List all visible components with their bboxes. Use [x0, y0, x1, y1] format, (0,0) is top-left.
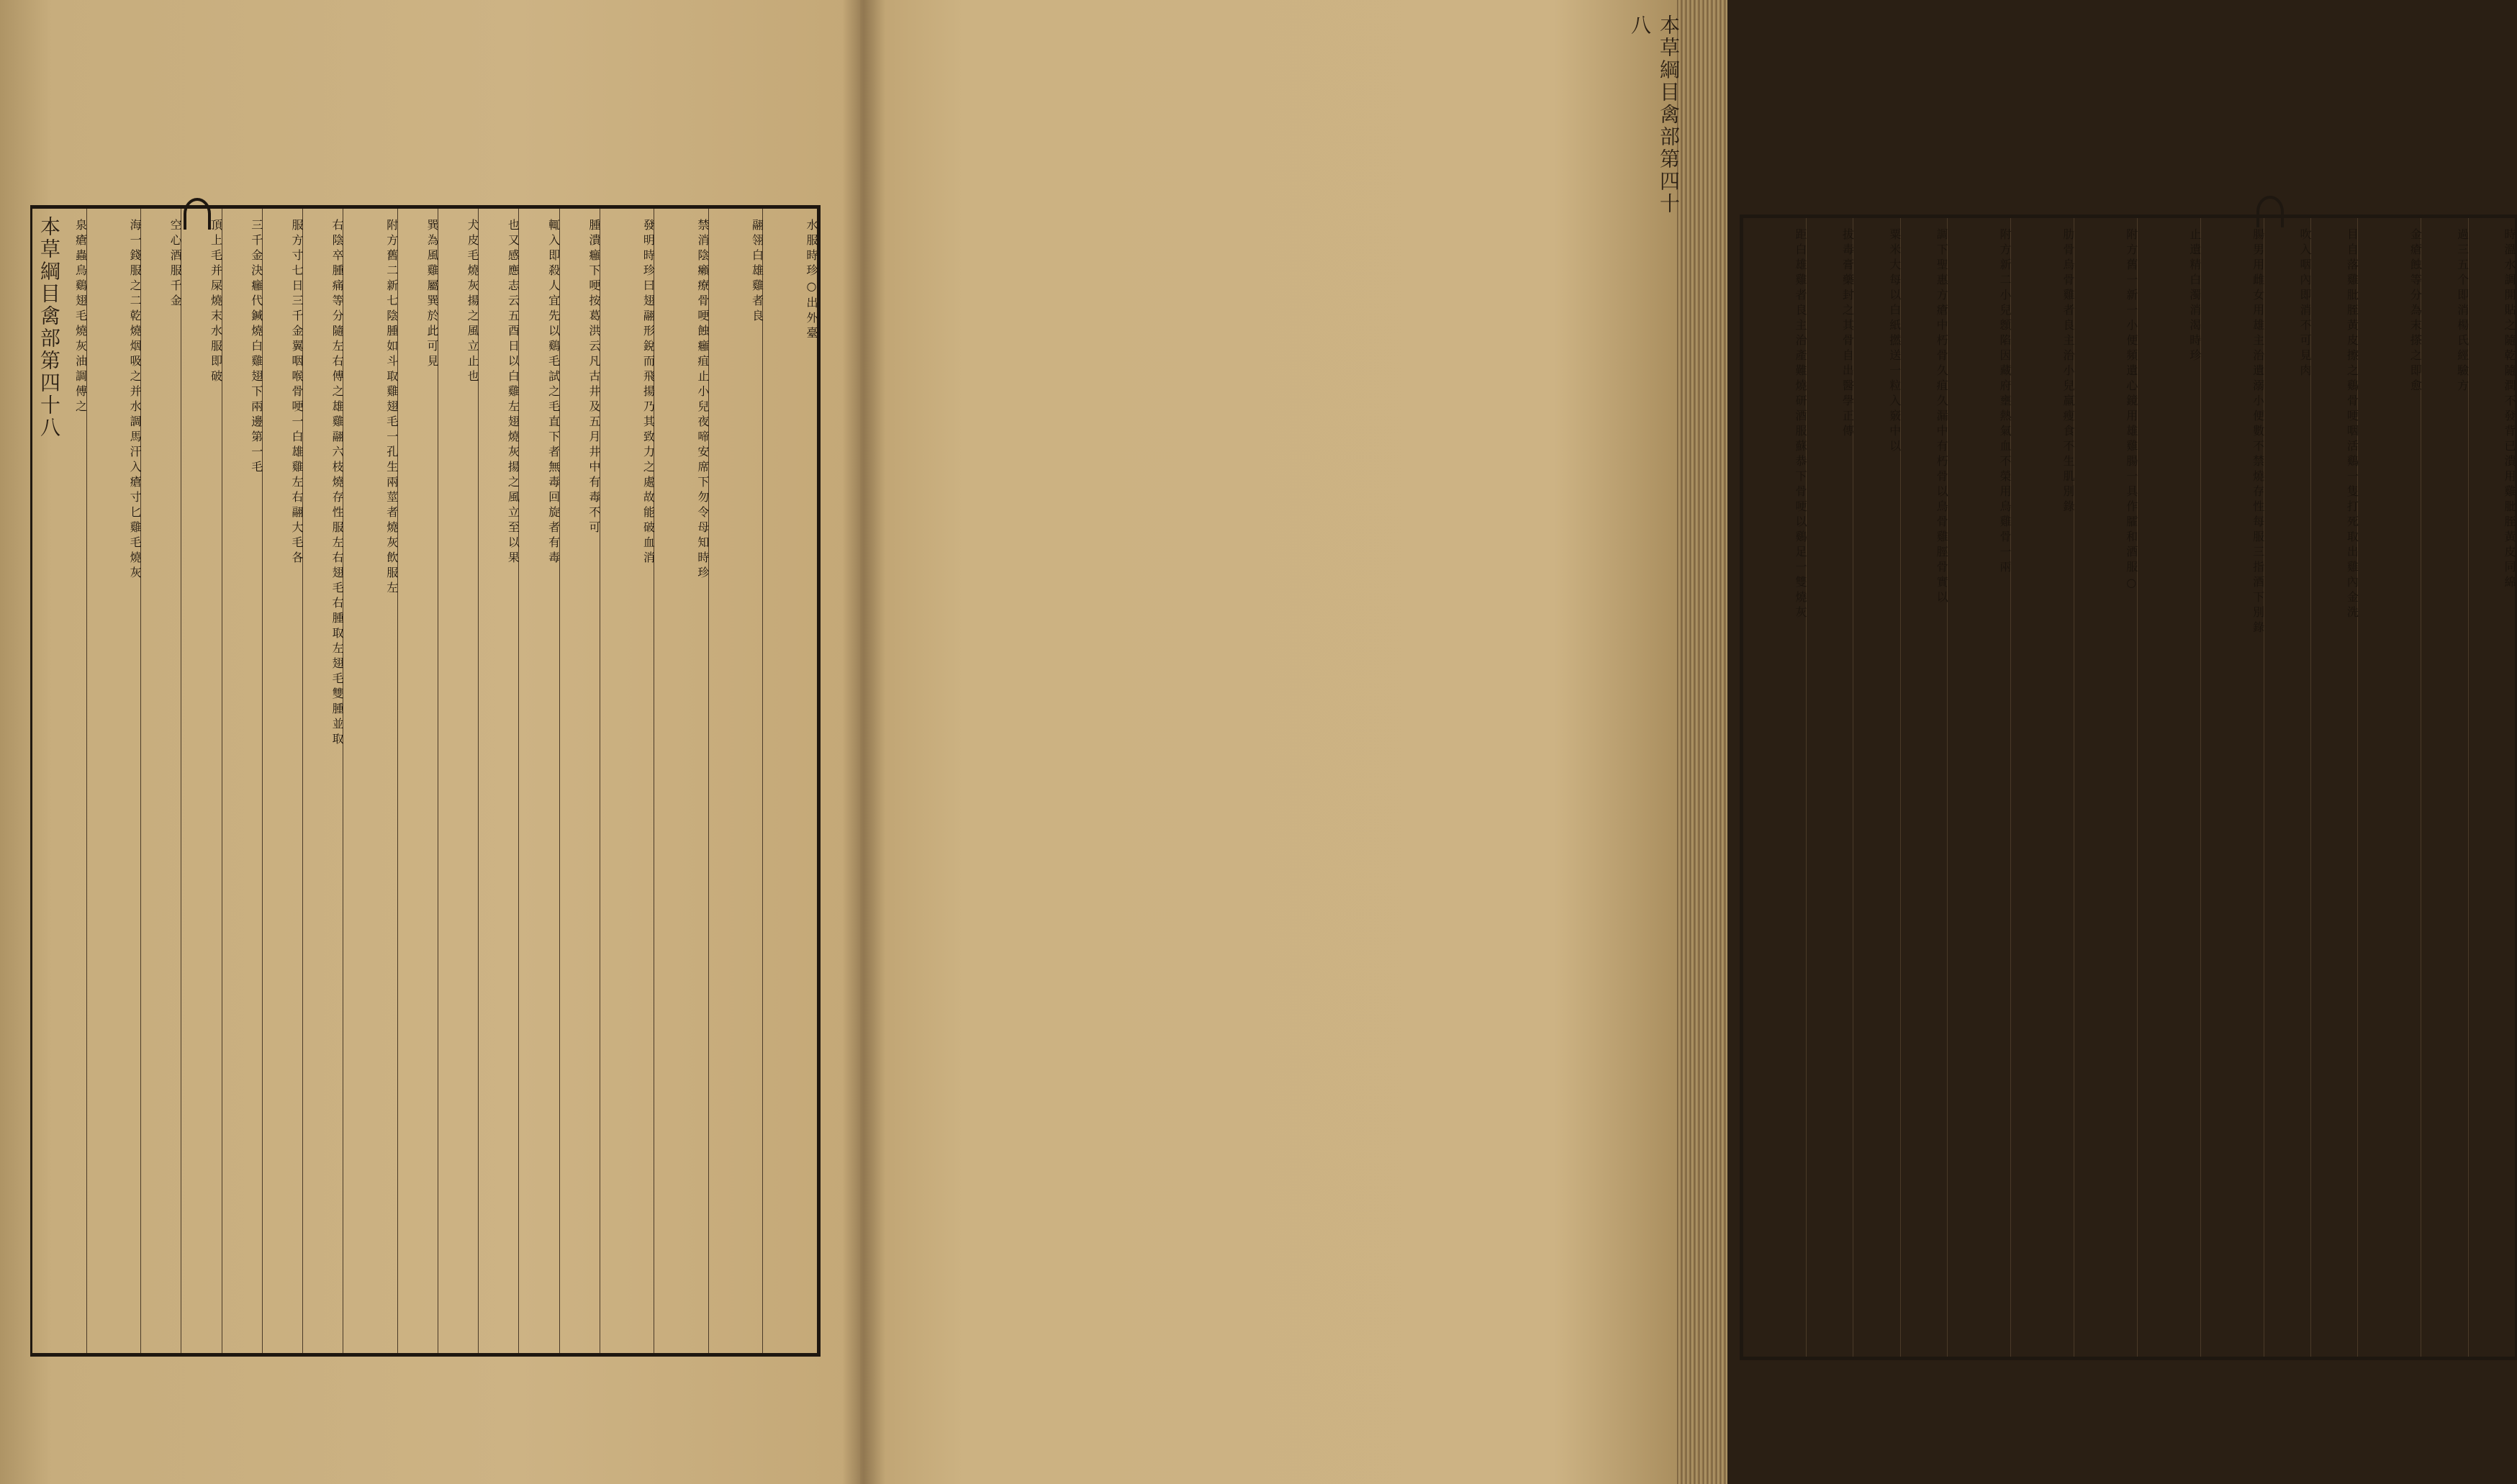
left-text-column: 巽為風雞屬巽於此可見 [397, 209, 438, 1353]
right-text-column: 過三五个即消楊氏經驗方 [2421, 218, 2467, 1357]
right-text-column: 附方舊一新一小便頻遺心鏡用雄雞腸一具作臛和酒服○ [2074, 218, 2137, 1357]
right-page-header: 本草綱目禽部第四十八 [1628, 14, 1681, 215]
right-page [860, 0, 2516, 1484]
left-text-column: 發明時珍曰翅翮形銳而飛揚乃其致力之處故能破血消 [600, 209, 654, 1353]
right-text-column: 吹入咽內即消不可見肉 [2264, 218, 2310, 1357]
left-text-column: 頂上毛并屎燒末水服即破 [181, 209, 221, 1353]
right-text-column: 金瘡蝕等分為末搽之即愈 [2357, 218, 2421, 1357]
right-text-column: 距白雄雞者良主治產難燒研酒服蘇恭下骨哽以鷄足一雙燒灰 [1793, 228, 1807, 621]
left-page-frame [30, 205, 821, 1357]
right-text-column: 拔毒膏藥封之其骨自出醫學正傳 [1806, 218, 1853, 1357]
left-text-column: 輒入即殺人宜先以鷄毛試之毛直下者無毒回旋者有毒 [518, 209, 559, 1353]
left-text-column: 海一錢服之二乾燒烟吸之并水調馬汗入瘡寸匕雞毛燒灰 [86, 209, 141, 1353]
binding-thread-mark [2256, 196, 2284, 227]
right-page-columns [1743, 218, 2515, 1357]
right-text-column: 附方新二小兒顖陷因藏府壅熱氣血不榮用烏雞骨一兩 [1947, 218, 2010, 1357]
right-text-column: 時溫水調開貼之隨乾隨潤不發背已潰用雞肶胵黃皮同綿 [2468, 218, 2515, 1357]
right-text-column: 調下聖惠方瘡中朽骨久疽久漏中有朽骨以烏骨雞脛骨實以 [1900, 218, 1947, 1357]
right-text-column: 肋骨烏骨雞者良主治小兒羸瘦食不生肌別錄 [2010, 218, 2074, 1357]
left-text-column: 右陰卒腫痛等分隨左右傅之雄雞翮六枝燒存性服左右翅毛右腫取左翅毛雙腫並取 [302, 209, 343, 1353]
right-text-column: 止遺精白濁消渴時珍 [2137, 218, 2200, 1357]
left-text-column: 泉瘡蟲烏鷄翅毛燒灰油調傅之 [73, 219, 88, 415]
page-edges [1677, 0, 1727, 1484]
left-page-columns [32, 209, 817, 1353]
left-text-column: 也又感應志云五酉日以白雞左翅燒灰揚之風立至以果 [478, 209, 518, 1353]
left-text-column: 空心酒服千金 [140, 209, 181, 1353]
binding-thread-mark [184, 198, 211, 230]
left-text-column: 禁消陰癩療骨哽蝕癰疽止小兒夜啼安席下勿令母知時珍 [654, 209, 708, 1353]
left-page-header: 本草綱目禽部第四十八 [37, 216, 61, 439]
left-text-column: 附方舊二新七陰腫如斗取雞翅毛一孔生兩莖者燒灰飲服左 [343, 209, 397, 1353]
right-page-frame [1740, 214, 2517, 1360]
left-text-column: 犬皮毛燒灰揚之風立止也 [438, 209, 478, 1353]
right-text-column: 粟米大每以白紙撚送一粒入竅中以 [1853, 218, 1899, 1357]
left-text-column: 水服時珍○出外臺 [762, 209, 817, 1353]
left-text-column: 三千金決癰代鍼燒白雞翅下兩邊第一毛 [222, 209, 262, 1353]
left-text-column: 翮翎白雄雞者良 [708, 209, 763, 1353]
left-text-column: 服方寸七日三千金翼咽喉骨哽一白雄雞左右翮大毛各 [262, 209, 302, 1353]
left-text-column: 腫潰癰下哽按葛洪云凡古井及五月井中有毒不可 [559, 209, 600, 1353]
book-gutter [842, 0, 885, 1484]
left-page [0, 0, 860, 1484]
right-text-column: 腸男用雌女用雄主治遺溺小便數不禁燒存性每服三指酒下別錄 [2200, 218, 2264, 1357]
right-text-column: 目自落雞肶胵黃皮擦之鷄骨哽咽活鷄一隻打死取出雞內金洗 [2310, 218, 2357, 1357]
